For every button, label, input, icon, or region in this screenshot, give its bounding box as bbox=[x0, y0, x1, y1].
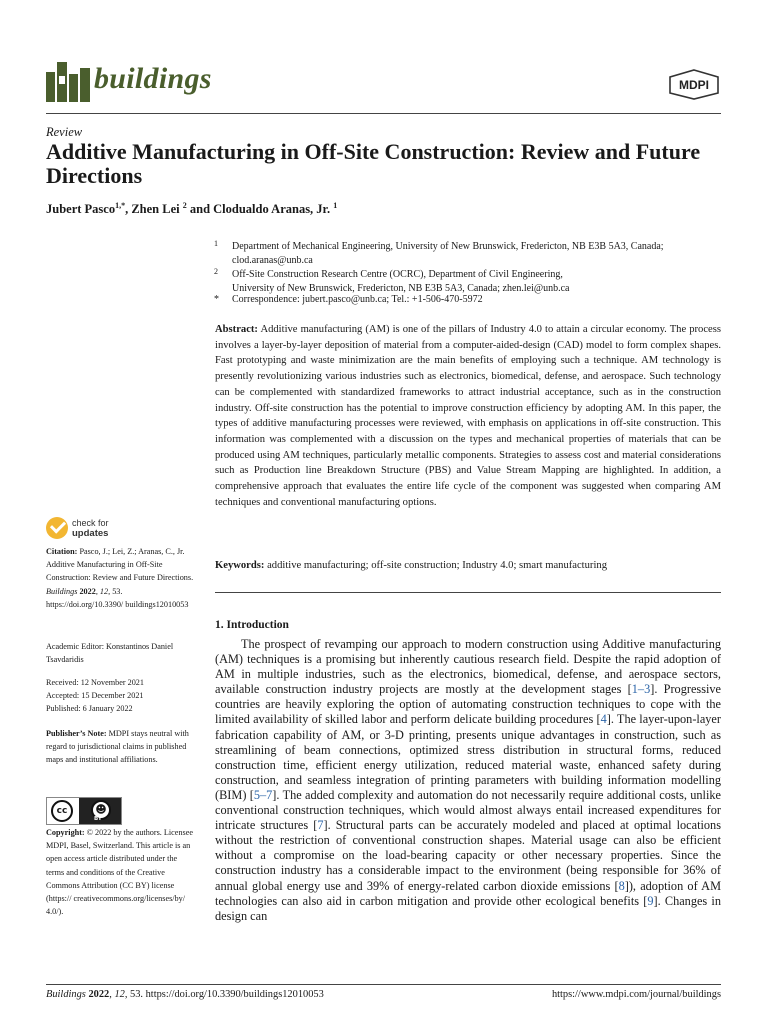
introduction-text: The prospect of revamping our approach to modern construction using Additive manufacturing (AM) techniques is a promising but inherently cautious research field. Despite the rapid adoption of AM in multiple industries, such as the electronics, biomedical, defense, and aerospace sectors, available construction industry projects are mostly at the development stages [ bbox=[215, 637, 721, 697]
author-list bbox=[46, 201, 337, 217]
academic-editor: Academic Editor: Konstantinos Daniel Tsavdaridis bbox=[46, 642, 174, 665]
citation-link[interactable]: 9 bbox=[647, 893, 654, 908]
affiliation bbox=[214, 268, 724, 296]
dates-block bbox=[46, 676, 196, 716]
introduction-text: ]. The added complexity and automation do not necessarily require additional costs, unlike conventional construction techniques, which would almost always entail increased expenditures for intricate structures [ bbox=[215, 787, 721, 833]
affiliation bbox=[214, 240, 724, 268]
abstract bbox=[215, 322, 721, 510]
affiliation-mark: * bbox=[214, 294, 219, 305]
citation-volume: 12 bbox=[99, 586, 109, 596]
footer-citation: Buildings 2022, 12, 53. https://doi.org/10.3390/buildings12010053 bbox=[46, 989, 324, 1000]
cc-by-license-icon[interactable] bbox=[46, 797, 122, 825]
publisher-note-label: Publisher’s Note: bbox=[46, 729, 107, 738]
keywords-label: Keywords: bbox=[215, 560, 265, 571]
author-name: Clodualdo Aranas, Jr. bbox=[213, 202, 331, 217]
introduction-body bbox=[215, 637, 721, 924]
citation-link[interactable]: 1–3 bbox=[631, 682, 651, 697]
introduction-text: ]. The layer-upon-layer fabrication capability of AM, or 3-D printing, presents unique advantages in construction, such as streamlining of beam connections, optimized stress distribution in structural forms, reduced construction time, efficient energy utilization, reduced material waste, enhanced safety during construction, and seamless integration of printing parameters with building information modelling (BIM) [ bbox=[215, 712, 721, 802]
keywords-text: additive manufacturing; off-site construction; Industry 4.0; smart manufacturing bbox=[267, 560, 607, 571]
by-label: BY bbox=[94, 816, 102, 822]
affiliation-line: Department of Mechanical Engineering, University of New Brunswick, Fredericton, NB E3B 5A3, Canada; bbox=[232, 241, 664, 252]
footer-journal-url[interactable]: https://www.mdpi.com/journal/buildings bbox=[551, 989, 721, 1000]
citation-journal: Buildings bbox=[46, 586, 78, 596]
cc-icon: cc bbox=[51, 800, 73, 822]
introduction-paragraph bbox=[215, 637, 721, 924]
check-updates-line1: check for bbox=[72, 518, 109, 528]
article-title: Additive Manufacturing in Off-Site Construction: Review and Future Directions bbox=[46, 139, 701, 188]
author-affiliation-mark: 2 bbox=[182, 201, 187, 210]
citation-text: Pasco, J.; Lei, Z.; Aranas, C., Jr. Additive Manufacturing in Off-Site Construction: Review and Future Directions. bbox=[46, 547, 194, 583]
citation-label: Citation: bbox=[46, 547, 78, 556]
introduction-text: ]. Changes in design can bbox=[215, 893, 721, 923]
affiliation-mark: 1 bbox=[214, 239, 218, 248]
author-affiliation-mark: 1,* bbox=[115, 201, 126, 210]
mdpi-logo-icon bbox=[668, 68, 720, 100]
mdpi-logo-text: MDPI bbox=[679, 78, 709, 92]
citation-year: 2022 bbox=[79, 586, 96, 596]
section-divider bbox=[215, 592, 721, 593]
affiliation-line: Off-Site Construction Research Centre (OCRC), Department of Civil Engineering, bbox=[232, 269, 563, 280]
footer-journal: Buildings bbox=[46, 989, 86, 1000]
attribution-person-icon: ☻ bbox=[91, 800, 111, 820]
copyright-label: Copyright: bbox=[46, 828, 85, 837]
citation-link[interactable]: 8 bbox=[618, 878, 625, 893]
introduction-text: ]. Structural parts can be accurately modeled and placed at optimal locations without the restriction of conventional construction shapes. Material usage can also be efficient without a compromise on the load-bearing capacity or other necessary properties. Since the construction industry has a considerable impact to the environment (being responsible for 36% of annual global energy use and 39% of energy-related carbon dioxide emissions [ bbox=[215, 818, 721, 893]
citation-link[interactable]: 4 bbox=[600, 712, 607, 727]
check-for-updates-button[interactable] bbox=[46, 517, 166, 543]
copyright-text: © 2022 by the authors. Licensee MDPI, Basel, Switzerland. This article is an open access article distributed under the terms and conditions of the Creative Commons Attribution (CC BY) license (https:// creativecommons.org/licenses/by/ 4.0/). bbox=[46, 828, 193, 917]
accepted-date: Accepted: 15 December 2021 bbox=[46, 691, 144, 701]
affiliation-mark: 2 bbox=[214, 267, 218, 276]
publisher-note bbox=[46, 727, 196, 767]
received-date: Received: 12 November 2021 bbox=[46, 678, 144, 687]
correspondence bbox=[214, 293, 724, 307]
introduction-text: ]), adoption of AM technologies can also aid in carbon mitigation and provide other ecological benefits [ bbox=[215, 878, 722, 908]
check-updates-line2: updates bbox=[72, 528, 109, 539]
author-name: Jubert Pasco bbox=[46, 202, 116, 217]
citation-link[interactable]: 7 bbox=[317, 818, 324, 833]
author-affiliation-mark: 1 bbox=[333, 201, 338, 210]
author-separator: and bbox=[186, 202, 214, 217]
keywords bbox=[215, 558, 721, 574]
section-heading: 1. Introduction bbox=[215, 619, 289, 631]
footer-volume: 12 bbox=[114, 989, 125, 1000]
author-name: Zhen Lei bbox=[131, 202, 180, 217]
citation-block: Citation: Pasco, J.; Lei, Z.; Aranas, C., Jr. Additive Manufacturing in Off-Site Construction: Review and Future Directions. Buildings 2022, 12, 53. https://doi.org/10.3390/ buildings12010053 bbox=[46, 547, 194, 609]
citation-doi: 53. https://doi.org/10.3390/ buildings12010053 bbox=[46, 586, 189, 609]
affiliation-email: clod.aranas@unb.ca bbox=[232, 255, 313, 266]
article-type: Review bbox=[46, 125, 83, 139]
abstract-text: Additive manufacturing (AM) is one of the pillars of Industry 4.0 to attain a circular economy. The process involves a layer-by-layer deposition of material from a computer-aided-design (CAD) model to form complex shapes. Fast prototyping and waste minimization are the main benefits of employing such a technique. AM technology is presently revolutionizing various industries such as electronics, biomedical, defense, and aerospace. Such technology can be complemented with standardized frameworks to attract industrial acceptance, such as in the construction industry. Off-site construction has the potential to improve construction efficiency by adopting AM. In this paper, the types of additive manufacturing processes were reviewed, with emphasis on applications in off-site construction. This information was complemented with a discussion on the types and mechanical properties of materials that can be produced using AM techniques, particularly metallic components. Strategies to assess cost and material considerations such as Production line Breakdown Structure (PBS) and Value Stream Mapping are highlighted. In addition, a comprehensive approach that evaluates the entire life cycle of the component was suggested when comparing AM techniques and conventional manufacturing options. bbox=[215, 324, 721, 508]
correspondence-line: Correspondence: jubert.pasco@unb.ca; Tel.: +1-506-470-5972 bbox=[232, 294, 483, 305]
copyright-block bbox=[46, 826, 196, 918]
publisher-note-text: MDPI stays neutral with regard to jurisdictional claims in published maps and institutional affiliations. bbox=[46, 729, 189, 765]
introduction-text: ]. Progressive countries are heavily exploring the option of automating construction techniques to cope with the limited availability of skilled labor and perform delicate building procedures [ bbox=[215, 682, 721, 727]
header-divider bbox=[46, 113, 721, 114]
abstract-label: Abstract: bbox=[215, 324, 258, 335]
affiliation-line: University of New Brunswick, Fredericton, NB E3B 5A3, Canada; zhen.lei@unb.ca bbox=[232, 283, 570, 294]
footer-year: 2022 bbox=[88, 989, 110, 1000]
author-separator: , bbox=[125, 202, 132, 217]
footer-doi: , 53. https://doi.org/10.3390/buildings12010053 bbox=[124, 989, 324, 1000]
footer-divider bbox=[46, 984, 721, 985]
published-date: Published: 6 January 2022 bbox=[46, 704, 133, 714]
check-updates-icon bbox=[46, 517, 68, 539]
buildings-logo-icon bbox=[46, 60, 90, 102]
citation-link[interactable]: 5–7 bbox=[253, 787, 273, 802]
journal-name: buildings bbox=[94, 62, 212, 95]
